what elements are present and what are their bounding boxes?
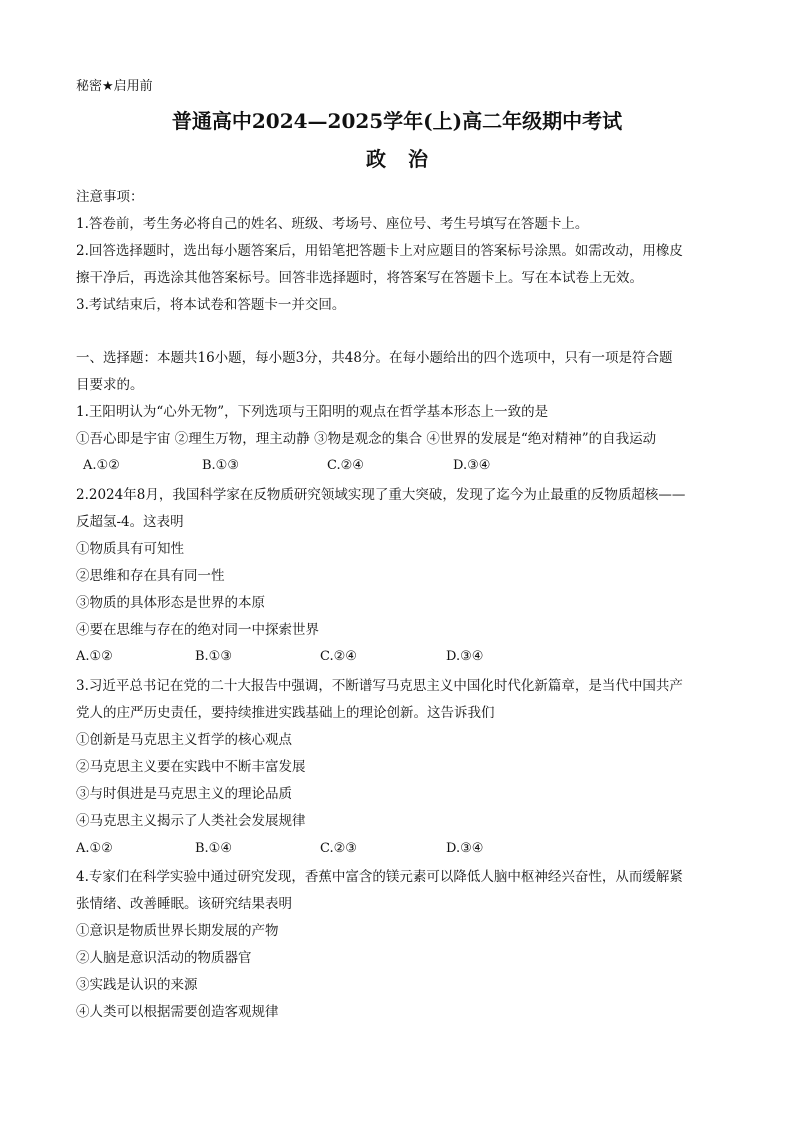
q2-statement-4: ④要在思维与存在的绝对同一中探索世界 xyxy=(76,622,319,638)
q3-option-c: C.②③ xyxy=(320,841,357,856)
q2-option-c: C.②④ xyxy=(320,649,357,664)
note-2-line-1: 2.回答选择题时，选出每小题答案后，用铅笔把答题卡上对应题目的答案标号涂黑。如需改动，用橡皮 xyxy=(76,243,683,259)
q2-stem-line-2: 反超氢-4。这表明 xyxy=(76,514,184,530)
q4-statement-3: ③实践是认识的来源 xyxy=(76,977,198,993)
q1-option-c: C.②④ xyxy=(327,458,364,473)
confidential-mark: 秘密★启用前 xyxy=(76,79,153,94)
note-1: 1.答卷前，考生务必将自己的姓名、班级、考场号、座位号、考生号填写在答题卡上。 xyxy=(76,216,589,232)
q3-statement-4: ④马克思主义揭示了人类社会发展规律 xyxy=(76,813,306,829)
q2-option-a: A.①② xyxy=(76,649,113,664)
q4-statement-2: ②人脑是意识活动的物质器官 xyxy=(76,950,252,966)
q3-stem-line-1: 3.习近平总书记在党的二十大报告中强调，不断谱写马克思主义中国化时代化新篇章，是当代中国共产 xyxy=(76,678,683,694)
q3-statement-1: ①创新是马克思主义哲学的核心观点 xyxy=(76,732,292,748)
q2-option-d: D.③④ xyxy=(446,649,484,664)
q3-option-b: B.①④ xyxy=(195,841,232,856)
q1-stem: 1.王阳明认为“心外无物”，下列选项与王阳明的观点在哲学基本形态上一致的是 xyxy=(76,404,549,420)
q2-stem-line-1: 2.2024年8月，我国科学家在反物质研究领域实现了重大突破，发现了迄今为止最重的反物质超核—— xyxy=(76,487,686,503)
q3-option-a: A.①② xyxy=(76,841,113,856)
q3-option-d: D.③④ xyxy=(446,841,484,856)
q4-stem-line-2: 张情绪、改善睡眠。该研究结果表明 xyxy=(76,896,292,912)
exam-title: 普通高中2024—2025学年(上)高二年级期中考试 xyxy=(171,109,623,133)
q2-statement-3: ③物质的具体形态是世界的本原 xyxy=(76,595,265,611)
q3-statement-2: ②马克思主义要在实践中不断丰富发展 xyxy=(76,759,306,775)
section-1-instruction-line-1: 一、选择题：本题共16小题，每小题3分，共48分。在每小题给出的四个选项中，只有一项是符合题 xyxy=(76,350,673,366)
q4-statement-4: ④人类可以根据需要创造客观规律 xyxy=(76,1004,279,1020)
subject-title: 政治 xyxy=(366,147,450,171)
note-3: 3.考试结束后，将本试卷和答题卡一并交回。 xyxy=(76,297,346,313)
q1-option-d: D.③④ xyxy=(453,458,491,473)
q1-option-b: B.①③ xyxy=(202,458,239,473)
q2-statement-1: ①物质具有可知性 xyxy=(76,541,184,557)
q4-stem-line-1: 4.专家们在科学实验中通过研究发现，香蕉中富含的镁元素可以降低人脑中枢神经兴奋性，从而缓解紧 xyxy=(76,869,683,885)
q2-statement-2: ②思维和存在具有同一性 xyxy=(76,568,225,584)
notes-heading: 注意事项： xyxy=(76,189,144,205)
section-1-instruction-line-2: 目要求的。 xyxy=(76,377,144,393)
q4-statement-1: ①意识是物质世界长期发展的产物 xyxy=(76,923,279,939)
q1-option-a: A.①② xyxy=(83,458,120,473)
q3-stem-line-2: 党人的庄严历史责任，要持续推进实践基础上的理论创新。这告诉我们 xyxy=(76,705,495,721)
q2-option-b: B.①③ xyxy=(195,649,232,664)
note-2-line-2: 擦干净后，再选涂其他答案标号。回答非选择题时，将答案写在答题卡上。写在本试卷上无效。 xyxy=(76,270,643,286)
q3-statement-3: ③与时俱进是马克思主义的理论品质 xyxy=(76,786,292,802)
q1-statements: ①吾心即是宇宙 ②理生万物，理主动静 ③物是观念的集合 ④世界的发展是“绝对精神”的自我运动 xyxy=(76,431,657,447)
